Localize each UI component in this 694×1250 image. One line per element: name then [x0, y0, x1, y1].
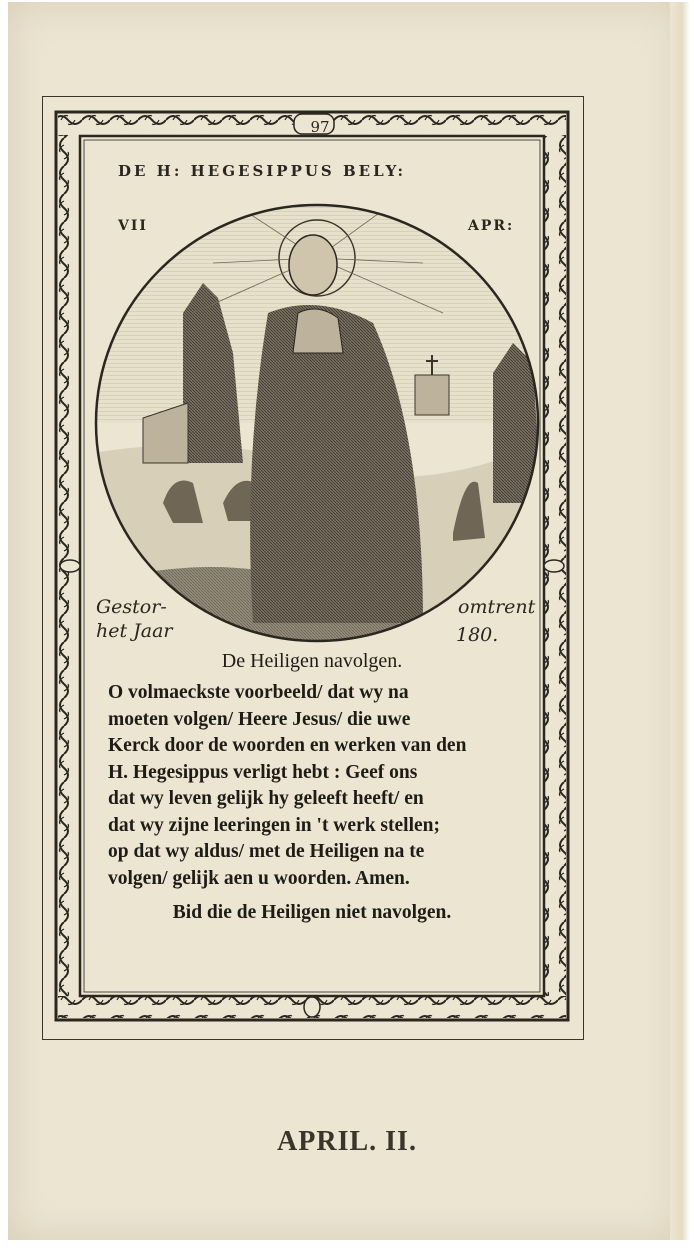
caption-year-label: het Jaar — [96, 620, 173, 642]
prayer-line: dat wy zijne leeringen in 't werk stellen; — [108, 814, 440, 836]
prayer-line: dat wy leven gelijk hy geleeft heeft/ en — [108, 788, 424, 809]
prayer-line: volgen/ gelijk aen u woorden. Amen. — [108, 867, 410, 889]
prayer-line: op dat wy aldus/ met de Heiligen na te — [108, 841, 425, 862]
footer-label: APRIL. II. — [277, 1126, 417, 1157]
closing-line: Bid die de Heiligen niet navolgen. — [172, 902, 452, 923]
page-number: 97 — [310, 118, 330, 136]
caption-about: omtrent — [458, 596, 536, 618]
caption-died: Gestor- — [96, 596, 167, 618]
date-day: VII — [118, 218, 148, 234]
saint-engraving — [93, 203, 541, 648]
caption-year: 180. — [456, 624, 499, 646]
prayer-line: moeten volgen/ Heere Jesus/ die uwe — [108, 708, 411, 730]
prayer-line: O volmaeckste voorbeeld/ dat wy na — [108, 682, 409, 703]
prayer-line: H. Hegesippus verligt hebt : Geef ons — [108, 761, 418, 783]
page-heading: DE H: HEGESIPPUS BELY: — [118, 162, 407, 180]
prayer-line: Kerck door de woorden en werken van den — [108, 735, 467, 756]
section-title: De Heiligen navolgen. — [221, 650, 403, 672]
prayer-text — [108, 680, 528, 892]
date-month: APR: — [468, 218, 515, 234]
